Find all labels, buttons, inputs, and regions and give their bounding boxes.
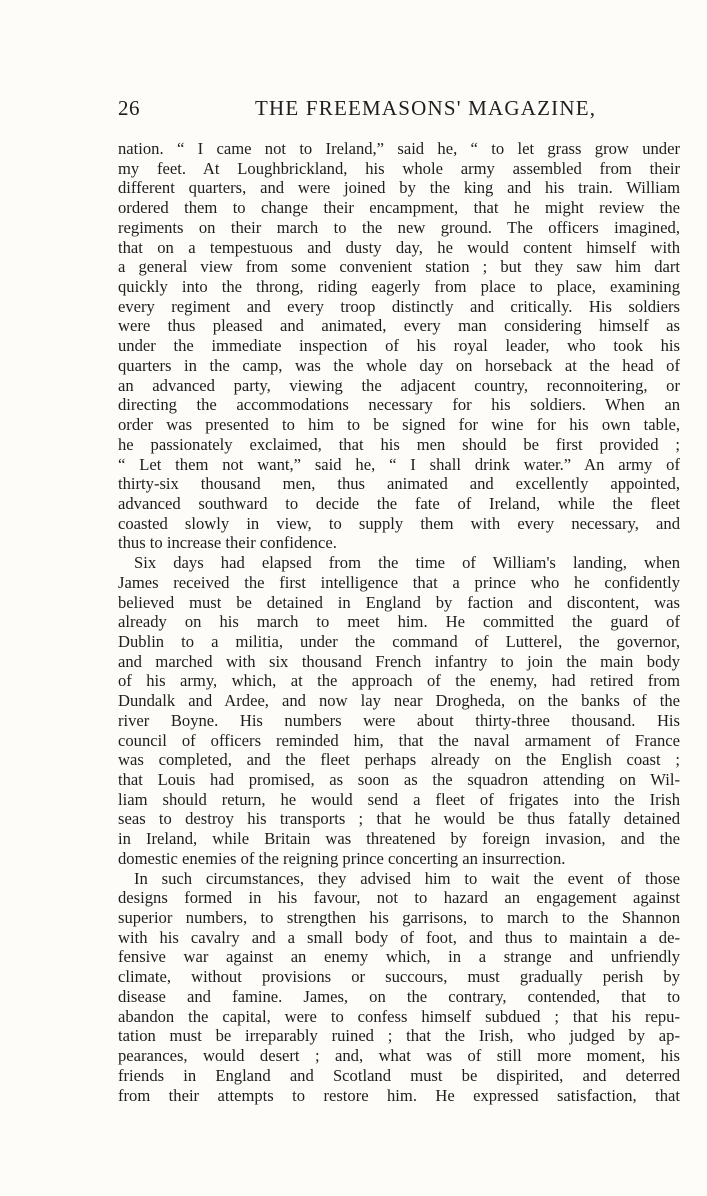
running-title: THE FREEMASONS' MAGAZINE, xyxy=(255,96,597,120)
text-line: liam should return, he would send a fleet of frigates into the Irish xyxy=(118,789,680,809)
text-line: regiments on their march to the new ground. The officers imagined, xyxy=(118,217,680,237)
text-line: he passionately exclaimed, that his men should be first provided ; xyxy=(118,434,680,454)
text-line: my feet. At Loughbrickland, his whole army assembled from their xyxy=(118,158,680,178)
page-number: 26 xyxy=(118,96,140,120)
text-line: under the immediate inspection of his royal leader, who took his xyxy=(118,336,680,356)
text-line: climate, without provisions or succours, must gradually perish by xyxy=(118,967,680,987)
text-line: from their attempts to restore him. He expressed satisfaction, that xyxy=(118,1085,680,1105)
text-line: fensive war against an enemy which, in a strange and unfriendly xyxy=(118,947,680,967)
page-header xyxy=(118,96,680,126)
text-line: advanced southward to decide the fate of Ireland, while the fleet xyxy=(118,493,680,513)
text-line: of his army, which, at the approach of the enemy, had retired from xyxy=(118,671,680,691)
body-text xyxy=(118,139,680,1105)
text-line: quarters in the camp, was the whole day on horseback at the head of xyxy=(118,355,680,375)
paragraph-2 xyxy=(118,553,680,869)
text-line: coasted slowly in view, to supply them with every necessary, and xyxy=(118,513,680,533)
text-line: in Ireland, while Britain was threatened by foreign invasion, and the xyxy=(118,829,680,849)
text-line: thus to increase their confidence. xyxy=(118,533,337,553)
text-line: In such circumstances, they advised him to wait the event of those xyxy=(134,868,680,888)
text-line: seas to destroy his transports ; that he would be thus fatally detained xyxy=(118,809,680,829)
text-line: every regiment and every troop distinctly and critically. His soldiers xyxy=(118,296,680,316)
text-line: with his cavalry and a small body of foot, and thus to maintain a de- xyxy=(118,927,680,947)
text-line: Dublin to a militia, under the command of Lutterel, the governor, xyxy=(118,631,680,651)
text-line: believed must be detained in England by faction and discontent, was xyxy=(118,592,680,612)
text-line: designs formed in his favour, not to hazard an engagement against xyxy=(118,888,680,908)
text-line: friends in England and Scotland must be dispirited, and deterred xyxy=(118,1065,680,1085)
text-line: quickly into the throng, riding eagerly from place to place, examining xyxy=(118,277,680,297)
text-line: James received the first intelligence that a prince who he confidently xyxy=(118,572,680,592)
text-line: an advanced party, viewing the adjacent country, reconnoitering, or xyxy=(118,375,680,395)
text-line: abandon the capital, were to confess himself subdued ; that his repu- xyxy=(118,1006,680,1026)
text-line: a general view from some convenient station ; but they saw him dart xyxy=(118,257,680,277)
text-line: and marched with six thousand French infantry to join the main body xyxy=(118,651,680,671)
text-line: ordered them to change their encampment, that he might review the xyxy=(118,198,680,218)
text-line: thirty-six thousand men, thus animated and excellently appointed, xyxy=(118,474,680,494)
text-line: domestic enemies of the reigning prince concerting an insurrection. xyxy=(118,848,566,868)
text-line: directing the accommodations necessary for his soldiers. When an xyxy=(118,395,680,415)
text-line: Six days had elapsed from the time of William's landing, when xyxy=(134,553,680,573)
text-line: that on a tempestuous and dusty day, he would content himself with xyxy=(118,237,680,257)
text-line: already on his march to meet him. He committed the guard of xyxy=(118,612,680,632)
paragraph-1 xyxy=(118,139,680,553)
text-line: Dundalk and Ardee, and now lay near Drogheda, on the banks of the xyxy=(118,691,680,711)
text-line: that Louis had promised, as soon as the squadron attending on Wil- xyxy=(118,770,680,789)
text-line: tation must be irreparably ruined ; that the Irish, who judged by ap- xyxy=(118,1026,680,1046)
text-line: disease and famine. James, on the contrary, contended, that to xyxy=(118,986,680,1006)
paragraph-3 xyxy=(118,869,680,1106)
text-line: different quarters, and were joined by the king and his train. William xyxy=(118,178,680,198)
text-line: was completed, and the fleet perhaps already on the English coast ; xyxy=(118,750,680,770)
text-line: superior numbers, to strengthen his garrisons, to march to the Shannon xyxy=(118,908,680,928)
text-line: were thus pleased and animated, every man considering himself as xyxy=(118,316,680,336)
text-line: nation. “ I came not to Ireland,” said he, “ to let grass grow under xyxy=(118,139,680,158)
text-line: pearances, would desert ; and, what was of still more moment, his xyxy=(118,1046,680,1066)
text-line: “ Let them not want,” said he, “ I shall drink water.” An army of xyxy=(118,454,680,474)
text-line: order was presented to him to be signed for wine for his own table, xyxy=(118,415,680,435)
text-line: river Boyne. His numbers were about thirty-three thousand. His xyxy=(118,710,680,730)
text-line: council of officers reminded him, that the naval armament of France xyxy=(118,730,680,750)
